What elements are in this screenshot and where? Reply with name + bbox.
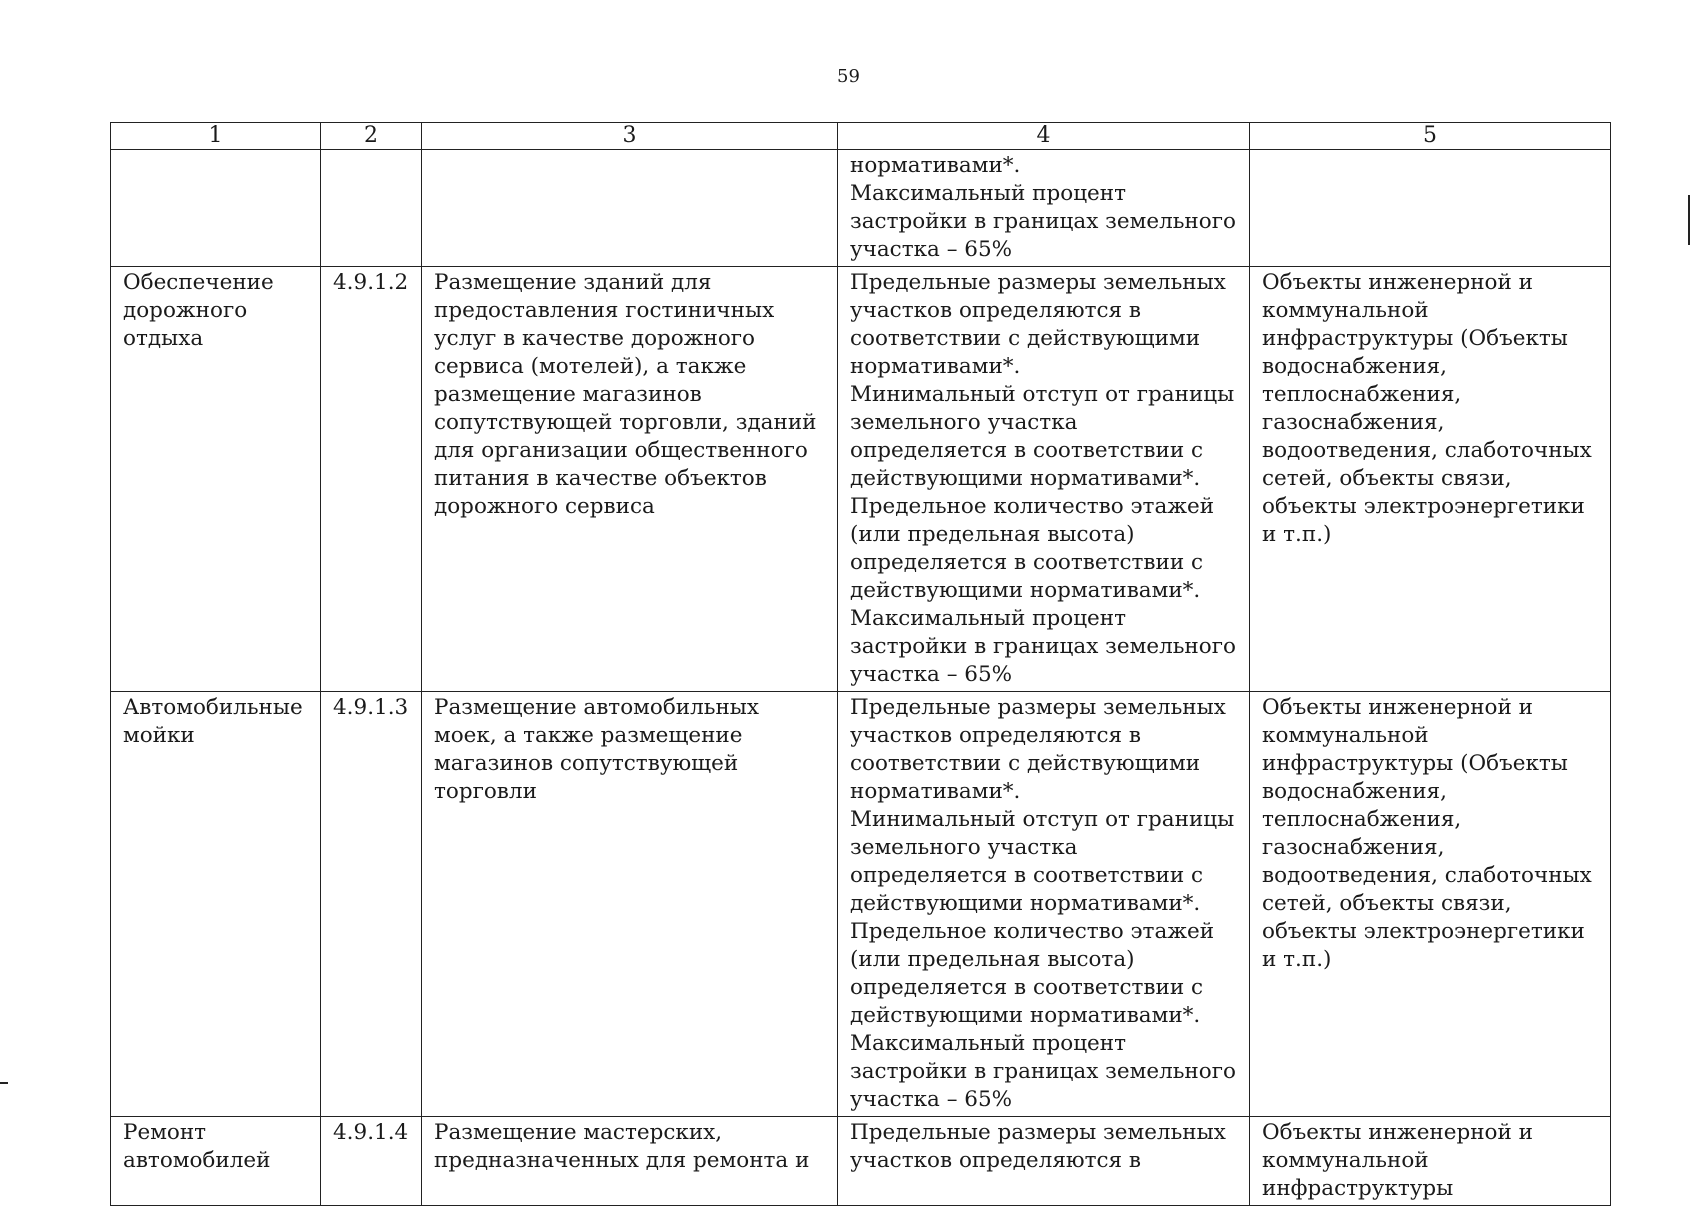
table-row [111, 692, 1611, 1117]
table-row [111, 1117, 1611, 1206]
scan-mark [1688, 195, 1690, 245]
regulations-table [110, 122, 1611, 1206]
page-number: 59 [837, 66, 860, 87]
cell-code: 4.9.1.4 [321, 1117, 422, 1206]
cell-aux-uses: Объекты инженерной и коммунальной инфраструктуры [1250, 1117, 1611, 1206]
cell-use-name: Автомобильные мойки [111, 692, 321, 1117]
header-col-5: 5 [1250, 123, 1611, 150]
param-line: Максимальный процент застройки в границах земельного участка – 65% [850, 181, 1236, 262]
cell-empty [111, 150, 321, 267]
cell-aux-uses: Объекты инженерной и коммунальной инфраструктуры (Объекты водоснабжения, теплоснабжения, газоснабжения, водоотведения, слаботочных сетей, объекты связи, объекты электроэнергетики и т.п.) [1250, 267, 1611, 692]
cell-empty [1250, 150, 1611, 267]
scan-mark [0, 1082, 8, 1084]
cell-params [838, 692, 1250, 1117]
param-line: Предельное количество этажей (или предельная высота) определяется в соответствии с действующими нормативами*. [850, 919, 1215, 1028]
table-row-continuation [111, 150, 1611, 267]
header-col-2: 2 [321, 123, 422, 150]
cell-aux-uses: Объекты инженерной и коммунальной инфраструктуры (Объекты водоснабжения, теплоснабжения, газоснабжения, водоотведения, слаботочных сетей, объекты связи, объекты электроэнергетики и т.п.) [1250, 692, 1611, 1117]
param-line: Максимальный процент застройки в границах земельного участка – 65% [850, 1031, 1236, 1112]
param-line: Предельные размеры земельных участков определяются в соответствии с действующими нормативами*. [850, 270, 1226, 379]
param-line: Предельные размеры земельных участков определяются в соответствии с действующими нормативами*. [850, 695, 1226, 804]
param-line: Максимальный процент застройки в границах земельного участка – 65% [850, 606, 1236, 687]
cell-empty [321, 150, 422, 267]
cell-description: Размещение автомобильных моек, а также размещение магазинов сопутствующей торговли [422, 692, 838, 1117]
table-row [111, 267, 1611, 692]
param-line: Минимальный отступ от границы земельного участка определяется в соответствии с действующими нормативами*. [850, 807, 1235, 916]
cell-description: Размещение зданий для предоставления гостиничных услуг в качестве дорожного сервиса (мотелей), а также размещение магазинов сопутствующей торговли, зданий для организации общественного питания в качестве объектов дорожного сервиса [422, 267, 838, 692]
header-col-4: 4 [838, 123, 1250, 150]
cell-params [838, 267, 1250, 692]
header-col-3: 3 [422, 123, 838, 150]
cell-code: 4.9.1.2 [321, 267, 422, 692]
param-line: Предельные размеры земельных участков определяются в [850, 1120, 1226, 1173]
table-header-row [111, 123, 1611, 150]
param-line: Минимальный отступ от границы земельного участка определяется в соответствии с действующими нормативами*. [850, 382, 1235, 491]
cell-empty [422, 150, 838, 267]
cell-code: 4.9.1.3 [321, 692, 422, 1117]
param-line: нормативами*. [850, 153, 1021, 178]
cell-description: Размещение мастерских, предназначенных для ремонта и [422, 1117, 838, 1206]
cell-params [838, 150, 1250, 267]
header-col-1: 1 [111, 123, 321, 150]
cell-use-name: Обеспечение дорожного отдыха [111, 267, 321, 692]
cell-use-name: Ремонт автомобилей [111, 1117, 321, 1206]
param-line: Предельное количество этажей (или предельная высота) определяется в соответствии с действующими нормативами*. [850, 494, 1215, 603]
cell-params [838, 1117, 1250, 1206]
